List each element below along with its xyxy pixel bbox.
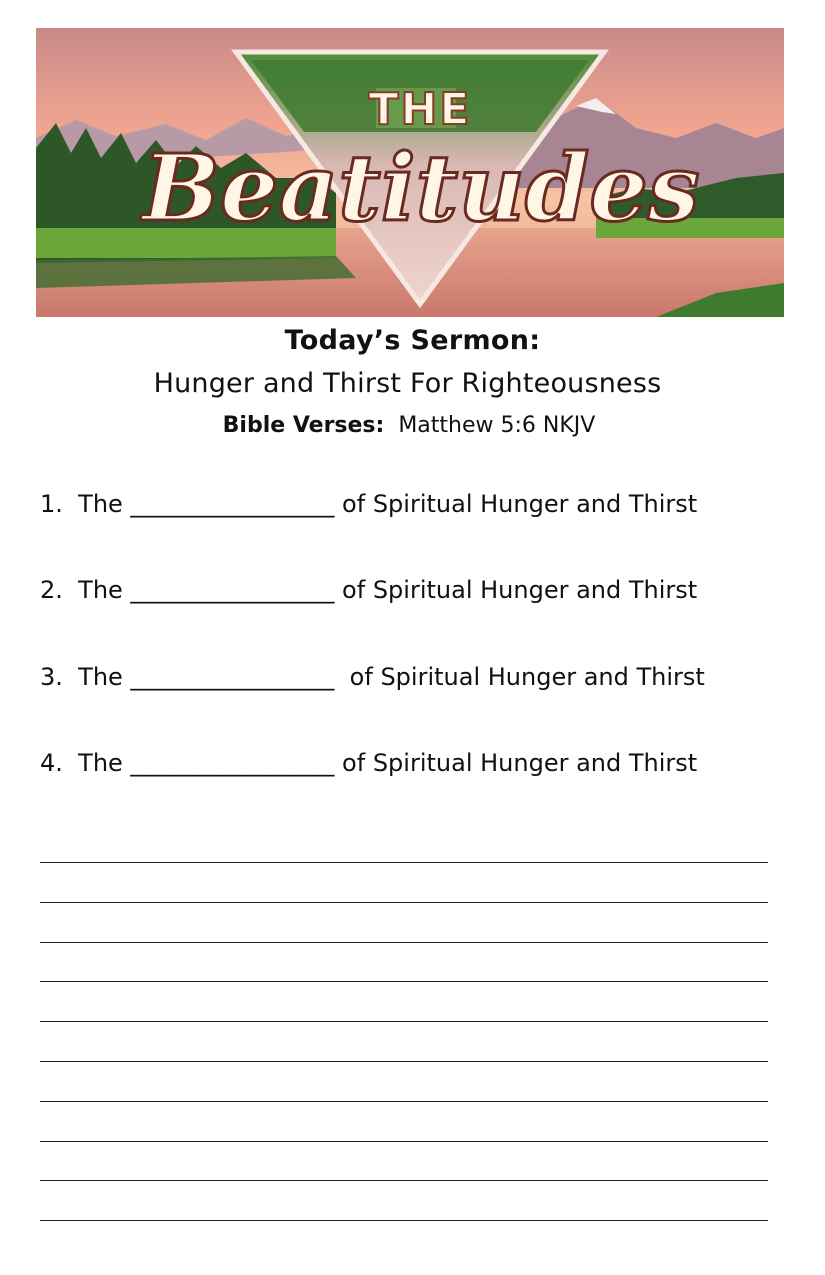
sermon-title: Hunger and Thirst For Righteousness xyxy=(153,368,662,399)
notes-area xyxy=(40,855,768,1221)
note-line xyxy=(40,1102,768,1142)
note-line xyxy=(40,855,768,863)
sermon-point-3: 3. The _________________ of Spiritual Hunger and Thirst xyxy=(40,663,705,691)
bible-verses xyxy=(0,413,818,438)
sermon-heading: Today’s Sermon: xyxy=(284,325,541,356)
bible-verses-label: Bible Verses: xyxy=(222,413,385,438)
sermon-point-1: 1. The _________________ of Spiritual Hunger and Thirst xyxy=(40,490,698,518)
note-line xyxy=(40,863,768,903)
note-line xyxy=(40,1022,768,1062)
beatitudes-banner xyxy=(36,28,784,317)
note-line xyxy=(40,1181,768,1221)
note-line xyxy=(40,1142,768,1182)
note-line xyxy=(40,1062,768,1102)
sermon-point-2: 2. The _________________ of Spiritual Hunger and Thirst xyxy=(40,576,698,604)
logo-the-text: THE xyxy=(368,84,472,135)
sermon-point-4: 4. The _________________ of Spiritual Hunger and Thirst xyxy=(40,749,698,777)
note-line xyxy=(40,982,768,1022)
note-line xyxy=(40,943,768,983)
logo-beatitudes-text: Beatitudes xyxy=(142,134,700,242)
landscape-illustration xyxy=(36,28,784,317)
bible-verses-value: Matthew 5:6 NKJV xyxy=(398,413,596,438)
note-line xyxy=(40,903,768,943)
